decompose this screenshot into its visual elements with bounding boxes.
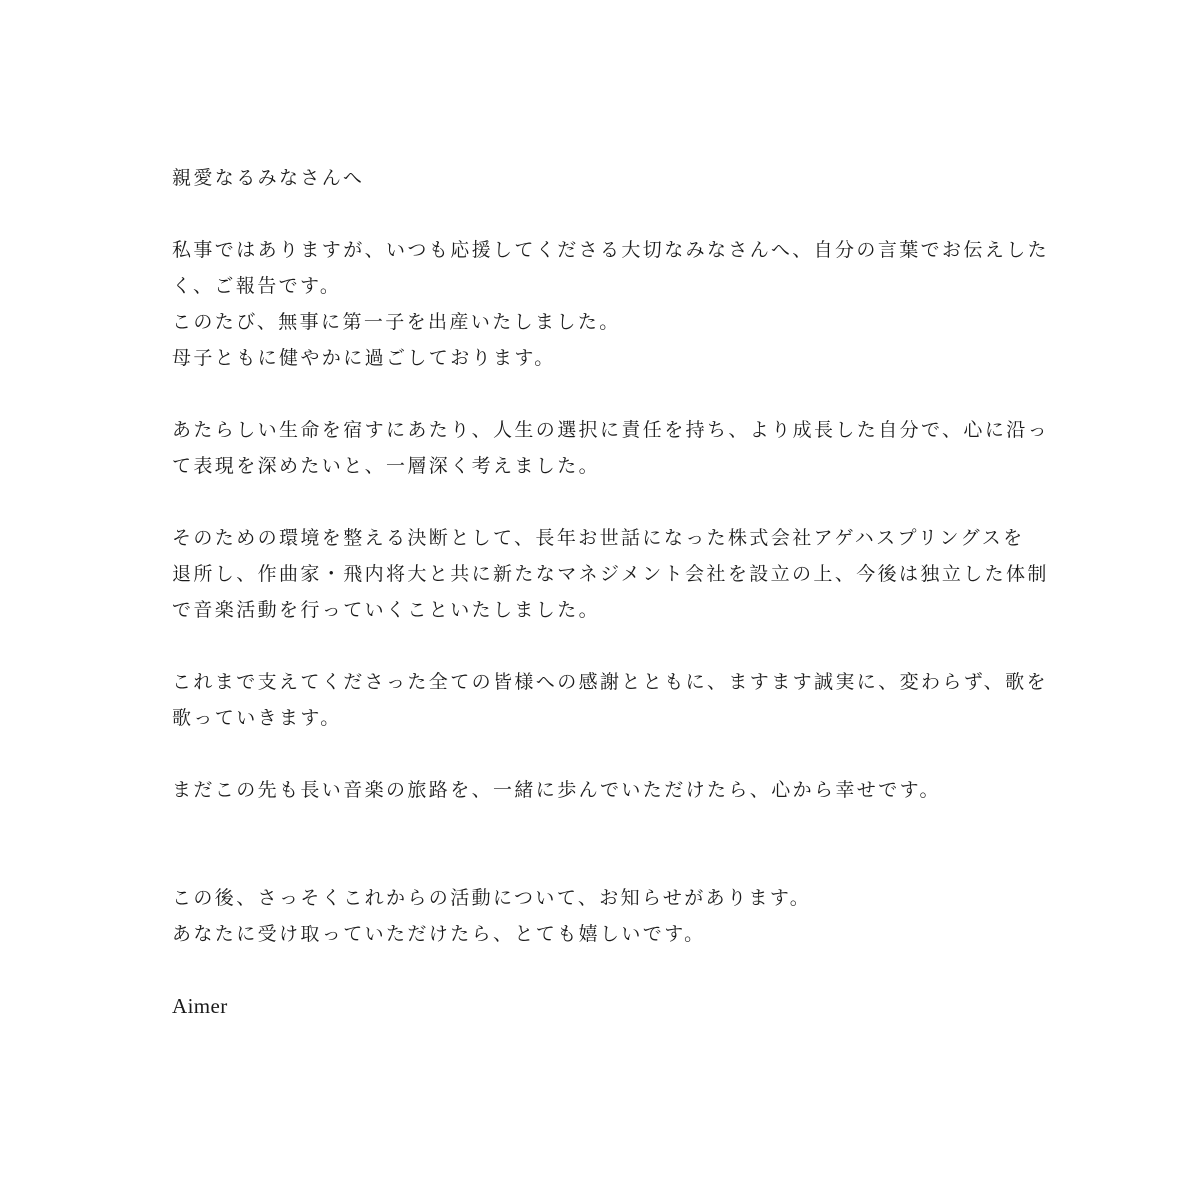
paragraph-line: て表現を深めたいと、一層深く考えました。	[172, 455, 601, 477]
paragraph-line: 私事ではありますが、いつも応援してくださる大切なみなさんへ、自分の言葉でお伝えした	[172, 239, 1050, 261]
paragraph-line: このたび、無事に第一子を出産いたしました。	[172, 311, 621, 333]
paragraph-spacer	[172, 196, 1052, 232]
paragraph-line: あたらしい生命を宿すにあたり、人生の選択に責任を持ち、より成長した自分で、心に沿っ	[172, 419, 1050, 441]
paragraph-spacer	[172, 808, 1052, 880]
paragraph-line: で音楽活動を行っていくこといたしました。	[172, 599, 601, 621]
paragraph-announcement	[172, 232, 1052, 376]
letter-signature: Aimer	[172, 994, 228, 1018]
paragraph-line: 母子ともに健やかに過ごしております。	[172, 347, 556, 369]
paragraph-line: まだこの先も長い音楽の旅路を、一緒に歩んでいただけたら、心から幸せです。	[172, 779, 941, 801]
paragraph-reflection	[172, 412, 1052, 484]
paragraph-line: あなたに受け取っていただけたら、とても嬉しいです。	[172, 923, 706, 945]
paragraph-line: そのための環境を整える決断として、長年お世話になった株式会社アゲハスプリングスを	[172, 527, 1025, 549]
letter-body	[172, 160, 1052, 1024]
paragraph-line: これまで支えてくださった全ての皆様への感謝とともに、ますます誠実に、変わらず、歌を	[172, 671, 1048, 693]
letter-greeting: 親愛なるみなさんへ	[172, 167, 365, 189]
paragraph-spacer	[172, 736, 1052, 772]
paragraph-line: この後、さっそくこれからの活動について、お知らせがあります。	[172, 887, 812, 909]
paragraph-spacer	[172, 484, 1052, 520]
paragraph-line: 歌っていきます。	[172, 707, 342, 729]
paragraph-management-change	[172, 520, 1052, 628]
paragraph-spacer	[172, 628, 1052, 664]
paragraph-line: く、ご報告です。	[172, 275, 342, 297]
paragraph-journey	[172, 772, 1052, 808]
paragraph-spacer	[172, 952, 1052, 988]
paragraph-upcoming-news	[172, 880, 1052, 952]
paragraph-line: 退所し、作曲家・飛内将大と共に新たなマネジメント会社を設立の上、今後は独立した体制	[172, 563, 1049, 585]
paragraph-gratitude	[172, 664, 1052, 736]
paragraph-spacer	[172, 376, 1052, 412]
